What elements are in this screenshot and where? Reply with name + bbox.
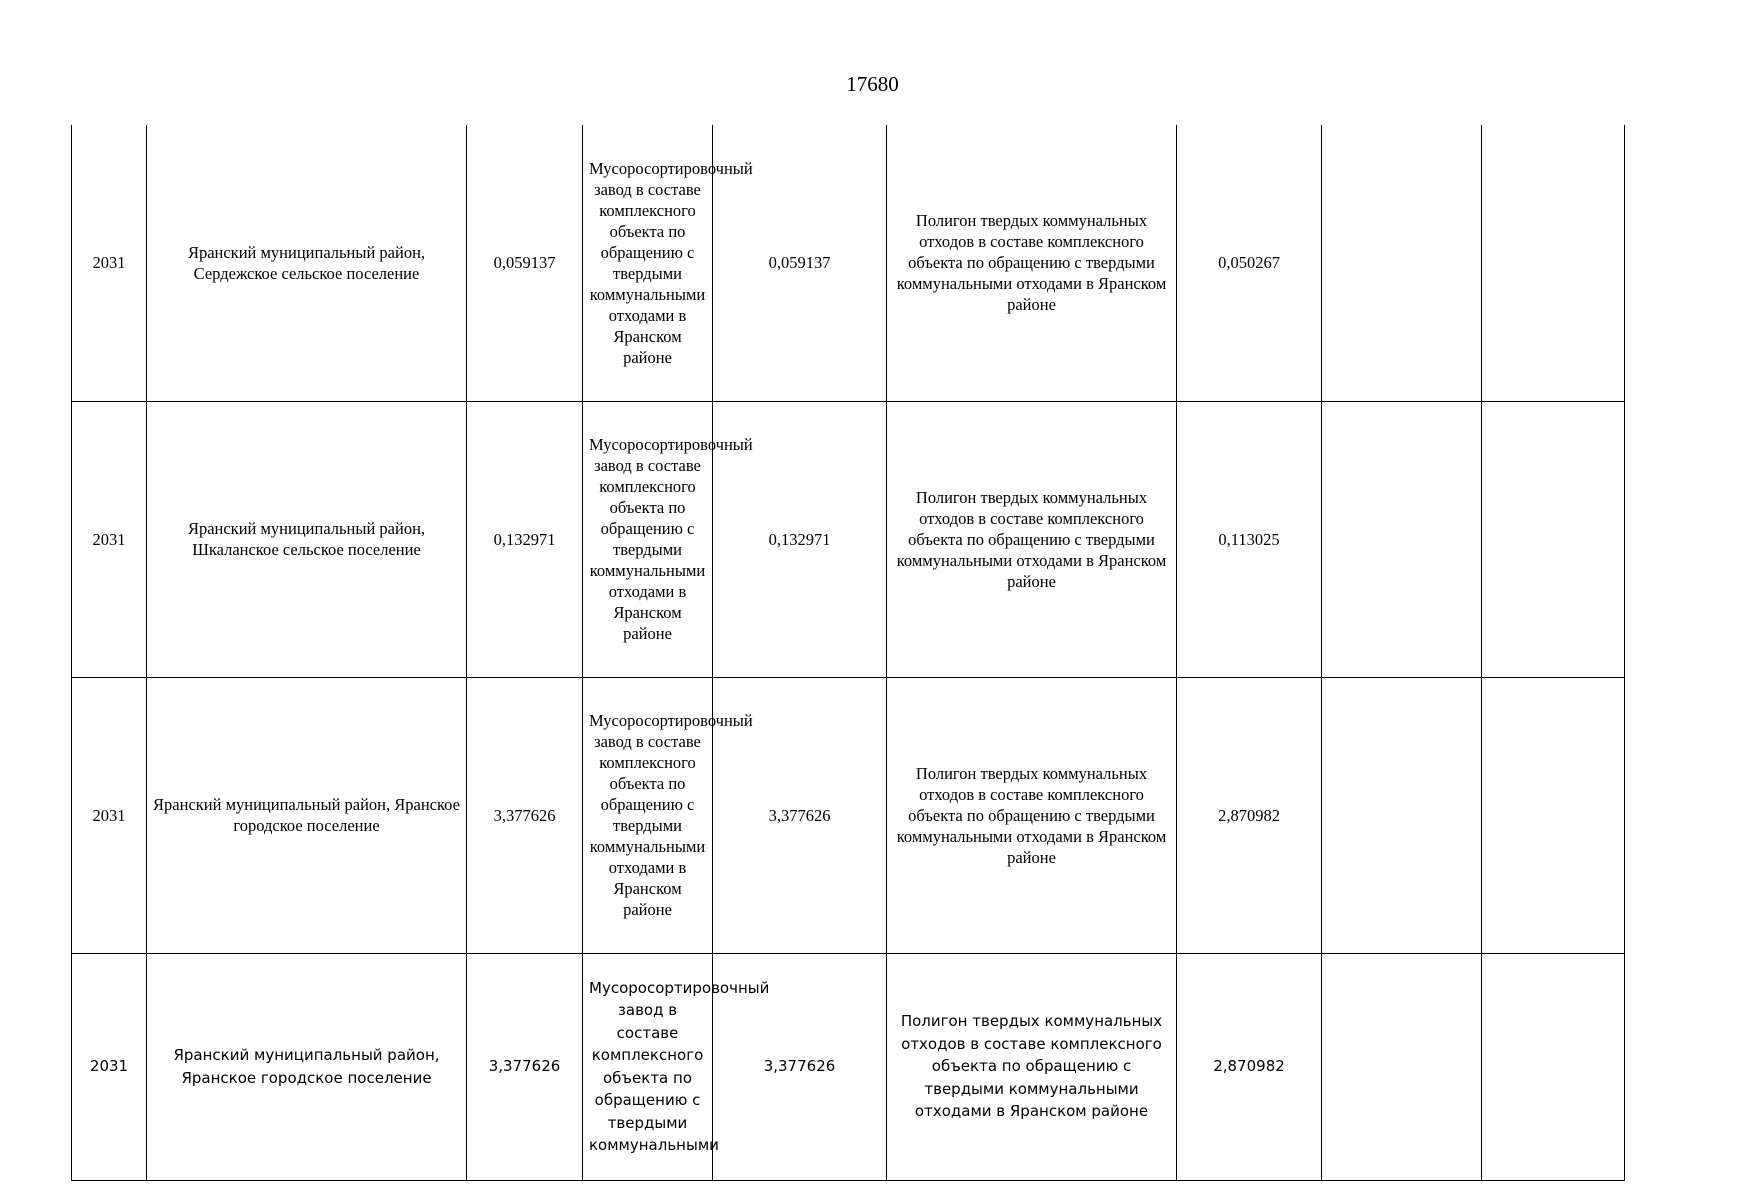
sorting-facility-text: Мусоросортировочный завод в составе комплексного объекта по обращению с твердыми коммунальными [589, 978, 770, 1154]
cell-mass-3: 2,870982 [1177, 677, 1322, 953]
cell-mass-1: 0,132971 [467, 401, 583, 677]
cell-sorting-facility: Мусоросортировочный завод в составе комплексного объекта по обращению с твердыми коммунальными отходами в Яранском районе [583, 125, 713, 401]
cell-sorting-facility: Мусоросортировочный завод в составе комплексного объекта по обращению с твердыми коммунальными отходами в Яранском районе [583, 401, 713, 677]
cell-empty [1482, 677, 1625, 953]
cell-year: 2031 [72, 125, 147, 401]
cell-territory: Яранский муниципальный район, Шкаланское сельское поселение [147, 401, 467, 677]
waste-flow-table [71, 125, 1625, 1181]
cell-empty [1322, 125, 1482, 401]
table-row [72, 953, 1625, 1180]
table-row [72, 401, 1625, 677]
cell-empty [1322, 677, 1482, 953]
cell-disposal-facility: Полигон твердых коммунальных отходов в составе комплексного объекта по обращению с твердыми коммунальными отходами в Яранском районе [887, 677, 1177, 953]
cell-territory: Яранский муниципальный район, Яранское городское поселение [147, 677, 467, 953]
cell-mass-2: 0,132971 [713, 401, 887, 677]
table-row [72, 677, 1625, 953]
page-number: 17680 [846, 72, 899, 96]
cell-territory: Яранский муниципальный район, Яранское городское поселение [147, 953, 467, 1180]
cell-disposal-facility: Полигон твердых коммунальных отходов в составе комплексного объекта по обращению с твердыми коммунальными отходами в Яранском районе [887, 125, 1177, 401]
cell-mass-3: 0,113025 [1177, 401, 1322, 677]
cell-year: 2031 [72, 401, 147, 677]
cell-disposal-facility: Полигон твердых коммунальных отходов в составе комплексного объекта по обращению с твердыми коммунальными отходами в Яранском районе [887, 953, 1177, 1180]
cell-empty [1482, 953, 1625, 1180]
cell-mass-2: 3,377626 [713, 677, 887, 953]
cell-year: 2031 [72, 677, 147, 953]
cell-mass-1: 0,059137 [467, 125, 583, 401]
cell-mass-3: 0,050267 [1177, 125, 1322, 401]
cell-territory: Яранский муниципальный район, Сердежское сельское поселение [147, 125, 467, 401]
cell-sorting-facility [583, 953, 770, 1180]
cell-mass-1: 3,377626 [467, 677, 583, 953]
cell-empty [1322, 953, 1482, 1180]
cell-year: 2031 [72, 953, 147, 1180]
table-row [72, 125, 1625, 401]
cell-mass-2: 3,377626 [713, 953, 887, 1180]
cell-disposal-facility: Полигон твердых коммунальных отходов в составе комплексного объекта по обращению с твердыми коммунальными отходами в Яранском районе [887, 401, 1177, 677]
cell-sorting-facility: Мусоросортировочный завод в составе комплексного объекта по обращению с твердыми коммунальными отходами в Яранском районе [583, 677, 713, 953]
cell-mass-3: 2,870982 [1177, 953, 1322, 1180]
cell-empty [1322, 401, 1482, 677]
cell-empty [1482, 401, 1625, 677]
cell-empty [1482, 125, 1625, 401]
cell-mass-2: 0,059137 [713, 125, 887, 401]
cell-mass-1: 3,377626 [467, 953, 583, 1180]
